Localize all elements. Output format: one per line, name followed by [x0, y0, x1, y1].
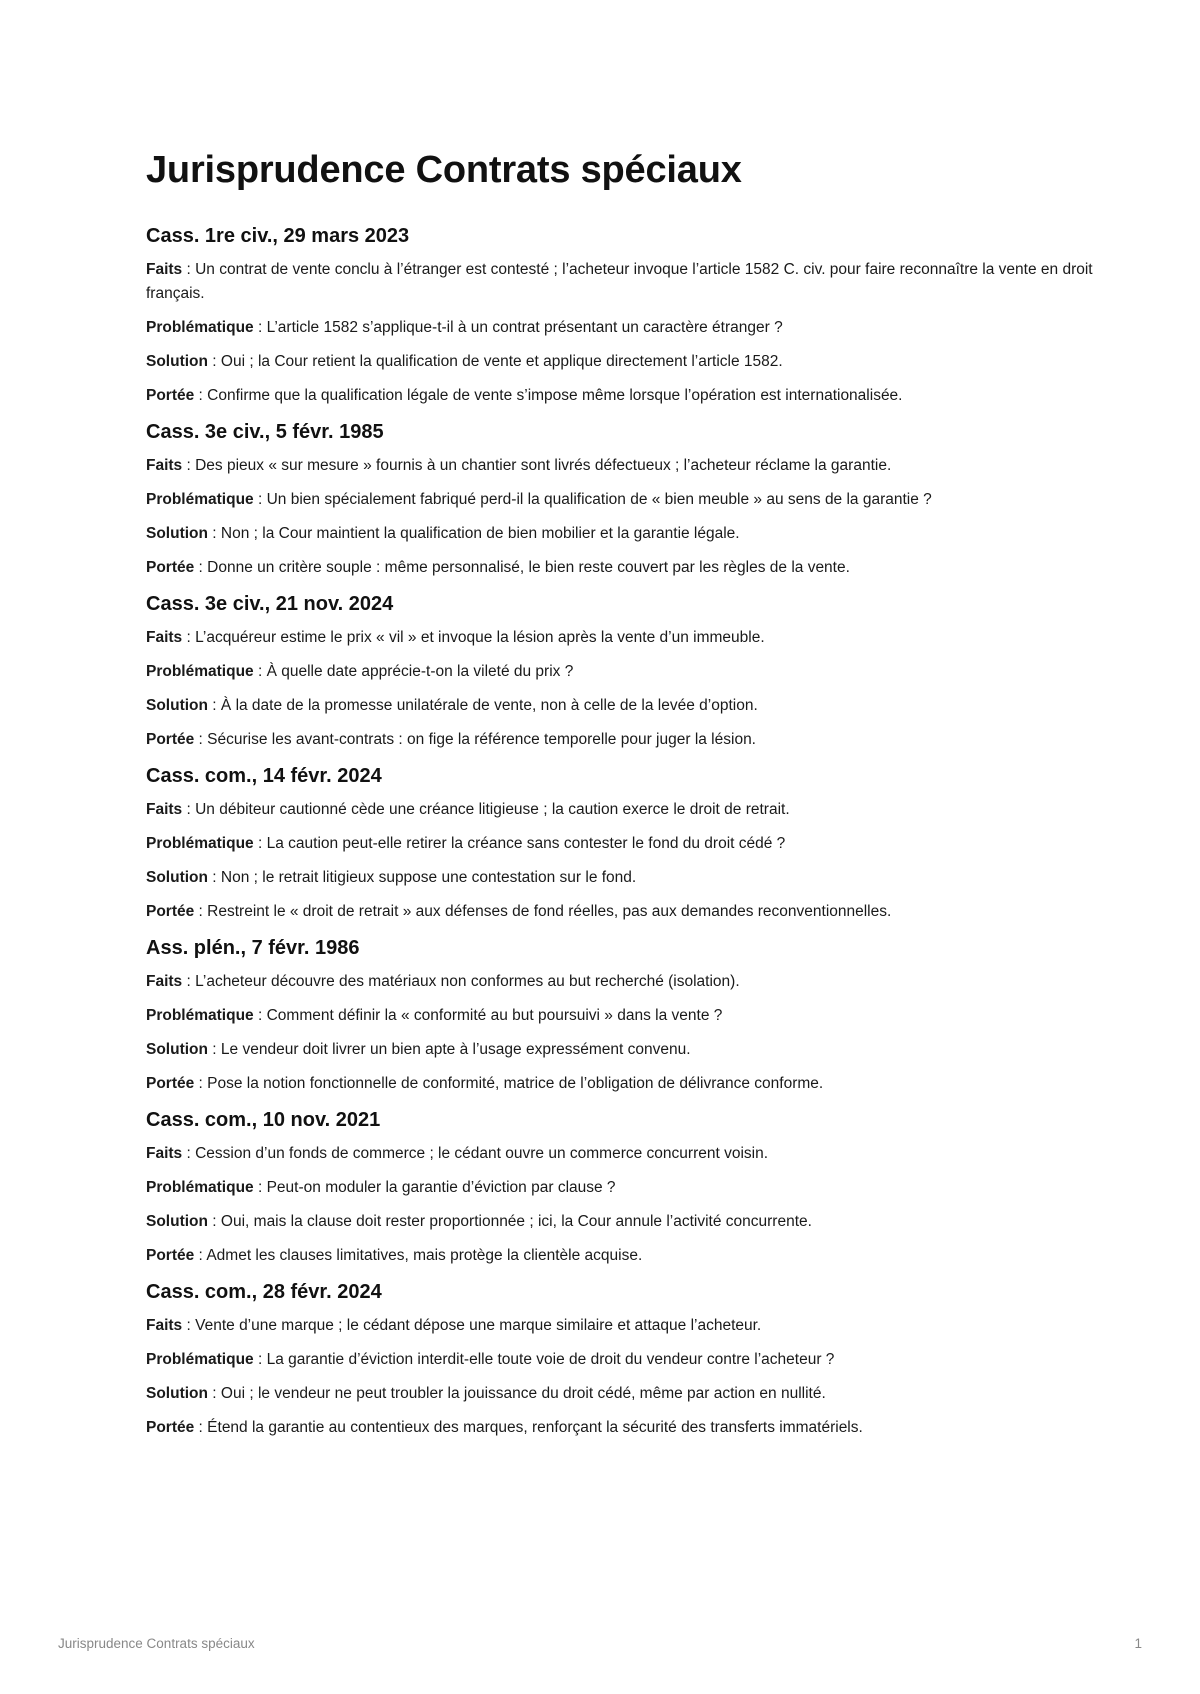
field-text-faits: L’acquéreur estime le prix « vil » et invoque la lésion après la vente d’un immeuble. — [195, 629, 765, 646]
case-portee — [146, 1416, 1096, 1440]
case-heading: Cass. 1re civ., 29 mars 2023 — [146, 225, 410, 247]
field-separator: : — [194, 1075, 208, 1092]
field-text-problematique: Un bien spécialement fabriqué perd-il la qualification de « bien meuble » au sens de la garantie ? — [266, 491, 932, 508]
field-text-faits: Des pieux « sur mesure » fournis à un chantier sont livrés défectueux ; l’acheteur réclame la garantie. — [195, 457, 892, 474]
field-separator: : — [253, 1179, 267, 1196]
field-label-problematique: Problématique — [146, 491, 254, 508]
field-label-portee: Portée — [146, 1419, 195, 1436]
field-text-solution: Non ; le retrait litigieux suppose une contestation sur le fond. — [220, 869, 637, 886]
field-text-faits: Vente d’une marque ; le cédant dépose une marque similaire et attaque l’acheteur. — [195, 1317, 762, 1334]
field-separator: : — [194, 731, 208, 748]
field-label-problematique: Problématique — [146, 1007, 254, 1024]
field-label-faits: Faits — [146, 973, 183, 990]
field-separator: : — [182, 973, 196, 990]
field-label-problematique: Problématique — [146, 835, 254, 852]
field-separator: : — [253, 1007, 267, 1024]
case-problematique — [146, 1348, 1096, 1372]
case-problematique — [146, 660, 1096, 684]
field-label-solution: Solution — [146, 1385, 208, 1402]
field-separator: : — [182, 1145, 196, 1162]
field-label-portee: Portée — [146, 1075, 195, 1092]
case-portee — [146, 384, 1096, 408]
field-text-solution: Non ; la Cour maintient la qualification de bien mobilier et la garantie légale. — [220, 525, 740, 542]
case-faits — [146, 626, 1096, 650]
case-portee — [146, 1072, 1096, 1096]
case-solution — [146, 694, 1096, 718]
field-separator: : — [253, 319, 267, 336]
case-heading: Cass. 3e civ., 21 nov. 2024 — [146, 593, 394, 615]
field-text-solution: Oui ; le vendeur ne peut troubler la jouissance du droit cédé, même par action en nullité. — [220, 1385, 826, 1402]
field-label-portee: Portée — [146, 731, 195, 748]
field-separator: : — [194, 1419, 208, 1436]
field-text-faits: Cession d’un fonds de commerce ; le cédant ouvre un commerce concurrent voisin. — [195, 1145, 769, 1162]
field-label-portee: Portée — [146, 903, 195, 920]
field-separator: : — [194, 903, 208, 920]
field-text-solution: Oui ; la Cour retient la qualification de vente et applique directement l’article 1582. — [220, 353, 783, 370]
field-text-solution: Oui, mais la clause doit rester proportionnée ; ici, la Cour annule l’activité concurrente. — [220, 1213, 812, 1230]
field-separator: : — [182, 629, 196, 646]
field-text-problematique: Peut-on moduler la garantie d’éviction par clause ? — [266, 1179, 616, 1196]
field-text-faits: Un débiteur cautionné cède une créance litigieuse ; la caution exerce le droit de retrait. — [195, 801, 790, 818]
field-label-faits: Faits — [146, 1317, 183, 1334]
field-separator: : — [182, 801, 196, 818]
field-label-problematique: Problématique — [146, 1351, 254, 1368]
field-label-problematique: Problématique — [146, 663, 254, 680]
case-faits — [146, 970, 1096, 994]
field-separator: : — [253, 491, 267, 508]
field-separator: : — [208, 697, 221, 714]
field-text-portee: Donne un critère souple : même personnalisé, le bien reste couvert par les règles de la vente. — [207, 559, 850, 576]
case-list — [146, 222, 1096, 1440]
field-separator: : — [253, 663, 267, 680]
case-entry — [146, 934, 1096, 1096]
case-heading: Ass. plén., 7 févr. 1986 — [146, 937, 360, 959]
field-separator: : — [208, 1041, 221, 1058]
field-text-portee: Pose la notion fonctionnelle de conformité, matrice de l’obligation de délivrance conforme. — [207, 1075, 824, 1092]
case-heading: Cass. com., 28 févr. 2024 — [146, 1281, 382, 1303]
field-separator: : — [182, 1317, 196, 1334]
field-label-solution: Solution — [146, 353, 208, 370]
case-solution — [146, 1382, 1096, 1406]
case-problematique — [146, 1176, 1096, 1200]
case-solution — [146, 1038, 1096, 1062]
case-faits — [146, 258, 1096, 306]
field-label-portee: Portée — [146, 559, 195, 576]
field-label-faits: Faits — [146, 1145, 183, 1162]
field-label-solution: Solution — [146, 697, 208, 714]
field-separator: : — [194, 559, 208, 576]
case-problematique — [146, 832, 1096, 856]
field-label-problematique: Problématique — [146, 319, 254, 336]
case-problematique — [146, 1004, 1096, 1028]
field-separator: : — [194, 387, 208, 404]
page-footer — [58, 1636, 1142, 1651]
case-entry — [146, 222, 1096, 408]
case-portee — [146, 900, 1096, 924]
field-separator: : — [182, 261, 196, 278]
field-separator: : — [182, 457, 196, 474]
case-solution — [146, 866, 1096, 890]
case-solution — [146, 1210, 1096, 1234]
footer-title: Jurisprudence Contrats spéciaux — [58, 1636, 255, 1651]
field-text-faits: Un contrat de vente conclu à l’étranger est contesté ; l’acheteur invoque l’article 1582 C. civ. pour faire reconnaître la vente en droit français. — [146, 261, 1093, 302]
field-text-portee: Admet les clauses limitatives, mais protège la clientèle acquise. — [206, 1247, 643, 1264]
field-separator: : — [253, 1351, 267, 1368]
field-text-problematique: La caution peut-elle retirer la créance sans contester le fond du droit cédé ? — [266, 835, 786, 852]
case-heading: Cass. com., 14 févr. 2024 — [146, 765, 382, 787]
field-label-faits: Faits — [146, 261, 183, 278]
field-label-solution: Solution — [146, 525, 208, 542]
field-separator: : — [253, 835, 267, 852]
document-page — [146, 142, 1096, 1450]
field-text-problematique: L’article 1582 s’applique-t-il à un contrat présentant un caractère étranger ? — [266, 319, 783, 336]
case-entry — [146, 1106, 1096, 1268]
field-label-problematique: Problématique — [146, 1179, 254, 1196]
field-separator: : — [208, 353, 221, 370]
case-problematique — [146, 316, 1096, 340]
field-label-solution: Solution — [146, 1041, 208, 1058]
case-solution — [146, 350, 1096, 374]
field-text-problematique: La garantie d’éviction interdit-elle toute voie de droit du vendeur contre l’acheteur ? — [266, 1351, 835, 1368]
field-separator: : — [208, 1385, 221, 1402]
field-label-faits: Faits — [146, 457, 183, 474]
field-separator: : — [208, 1213, 221, 1230]
case-faits — [146, 798, 1096, 822]
case-entry — [146, 418, 1096, 580]
field-label-solution: Solution — [146, 1213, 208, 1230]
case-faits — [146, 454, 1096, 478]
case-entry — [146, 590, 1096, 752]
case-solution — [146, 522, 1096, 546]
field-separator: : — [194, 1247, 207, 1264]
case-faits — [146, 1314, 1096, 1338]
field-label-solution: Solution — [146, 869, 208, 886]
field-separator: : — [208, 525, 221, 542]
case-problematique — [146, 488, 1096, 512]
case-portee — [146, 1244, 1096, 1268]
field-text-portee: Sécurise les avant-contrats : on fige la référence temporelle pour juger la lésion. — [207, 731, 756, 748]
field-text-problematique: À quelle date apprécie-t-on la vileté du prix ? — [266, 663, 574, 680]
field-text-problematique: Comment définir la « conformité au but poursuivi » dans la vente ? — [266, 1007, 723, 1024]
page-title: Jurisprudence Contrats spéciaux — [146, 149, 742, 191]
case-entry — [146, 1278, 1096, 1440]
page-number: 1 — [1134, 1636, 1142, 1651]
field-separator: : — [208, 869, 221, 886]
field-text-portee: Étend la garantie au contentieux des marques, renforçant la sécurité des transferts immatériels. — [207, 1419, 863, 1436]
field-label-portee: Portée — [146, 387, 195, 404]
case-entry — [146, 762, 1096, 924]
case-heading: Cass. 3e civ., 5 févr. 1985 — [146, 421, 384, 443]
field-text-portee: Restreint le « droit de retrait » aux défenses de fond réelles, pas aux demandes reconventionnelles. — [207, 903, 892, 920]
field-text-solution: Le vendeur doit livrer un bien apte à l’usage expressément convenu. — [220, 1041, 691, 1058]
case-portee — [146, 556, 1096, 580]
field-label-faits: Faits — [146, 629, 183, 646]
field-text-faits: L’acheteur découvre des matériaux non conformes au but recherché (isolation). — [195, 973, 740, 990]
field-text-portee: Confirme que la qualification légale de vente s’impose même lorsque l’opération est internationalisée. — [207, 387, 903, 404]
field-text-solution: À la date de la promesse unilatérale de vente, non à celle de la levée d’option. — [220, 697, 758, 714]
case-faits — [146, 1142, 1096, 1166]
case-heading: Cass. com., 10 nov. 2021 — [146, 1109, 381, 1131]
case-portee — [146, 728, 1096, 752]
field-label-portee: Portée — [146, 1247, 195, 1264]
field-label-faits: Faits — [146, 801, 183, 818]
